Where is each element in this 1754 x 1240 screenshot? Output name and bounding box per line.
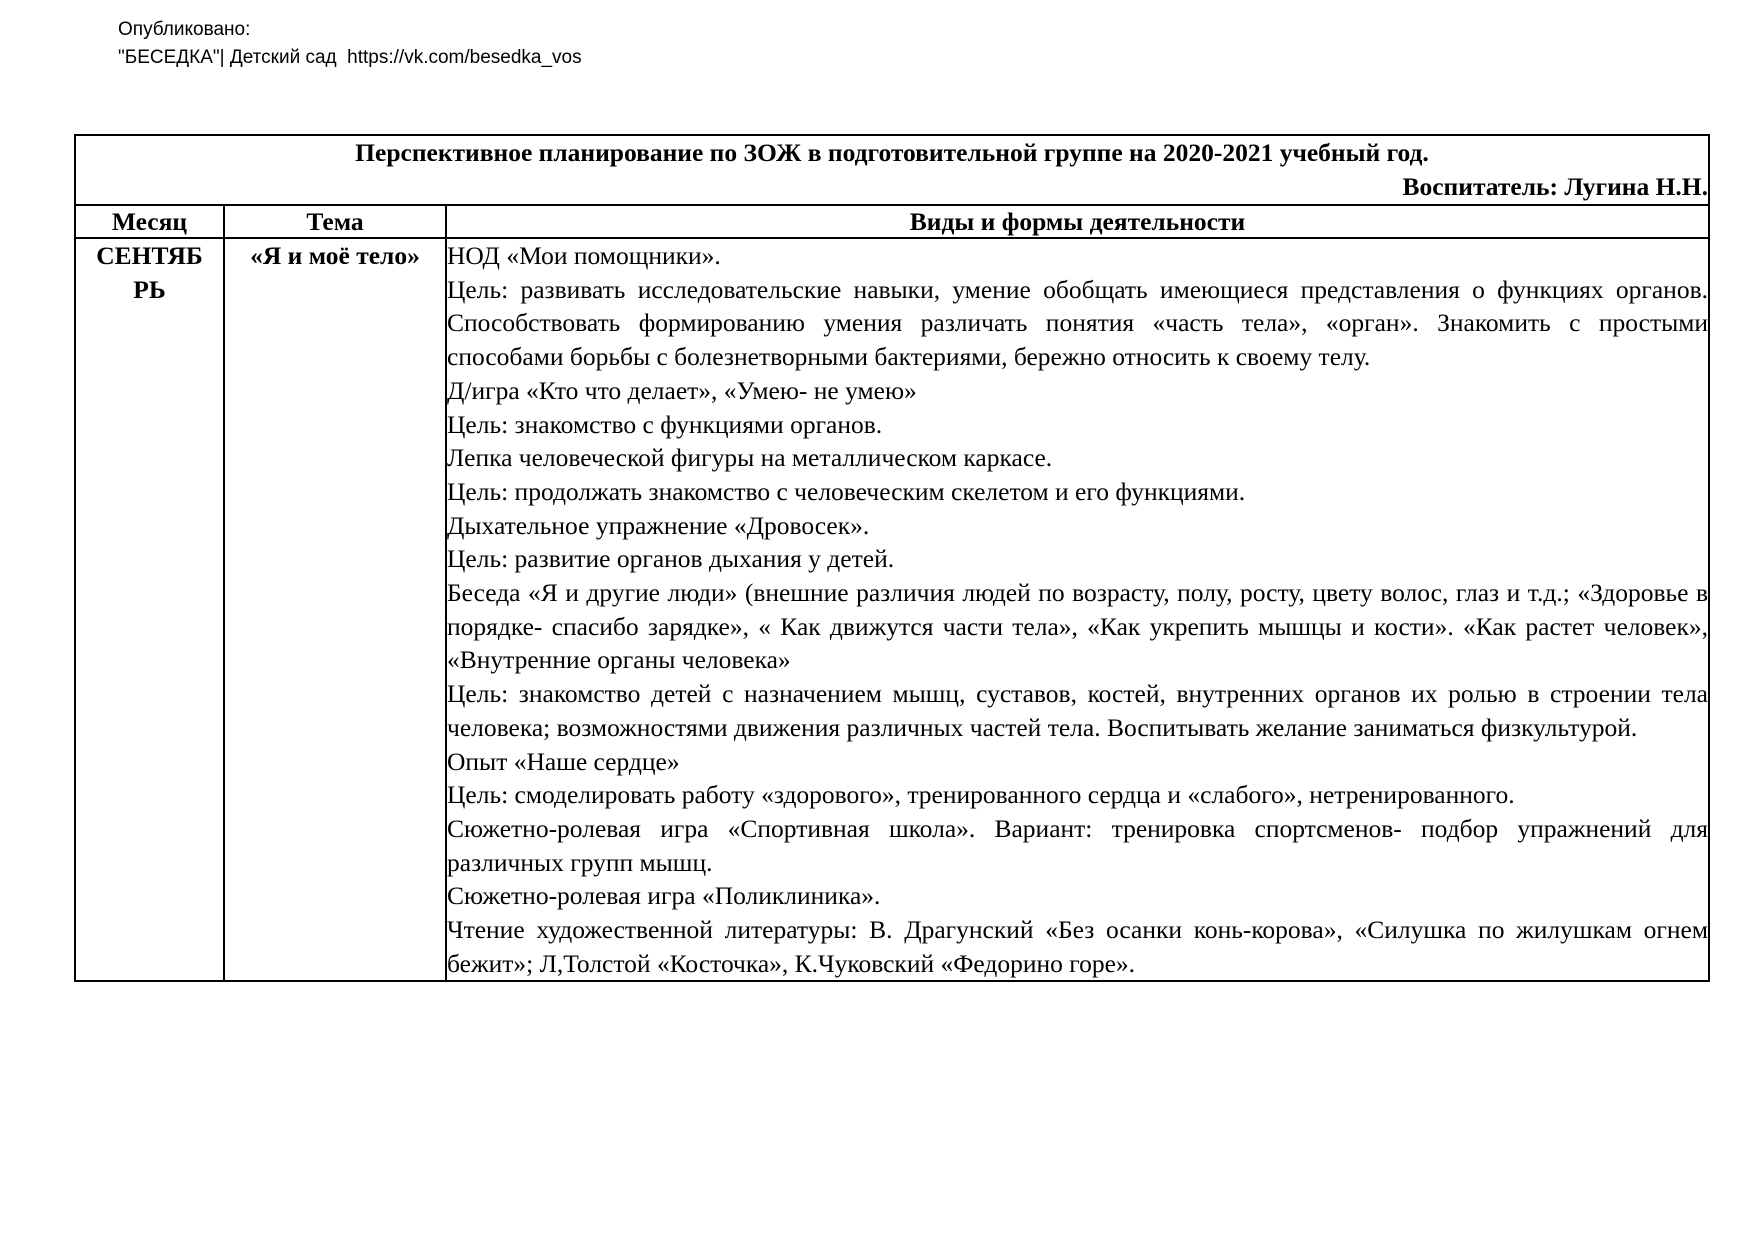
activity-line: Цель: развивать исследовательские навыки, умение обобщать имеющиеся представления о функциях органов. Способствовать формированию умения различать понятия «часть тела», «орган». Знакомить с простыми способами борьбы с болезнетворными бактериями, бережно относить к своему телу. — [447, 274, 1708, 372]
activity-line: Цель: продолжать знакомство с человеческим скелетом и его функциями. — [447, 476, 1246, 506]
month-line: РЬ — [133, 275, 166, 304]
topic-cell: «Я и моё тело» — [224, 238, 446, 981]
activities-cell — [446, 238, 1709, 981]
teacher-name: Воспитатель: Лугина Н.Н. — [1402, 172, 1708, 201]
plan-title: Перспективное планирование по ЗОЖ в подготовительной группе на 2020-2021 учебный год. — [355, 138, 1429, 167]
activity-line: Дыхательное упражнение «Дровосек». — [447, 510, 870, 540]
table-row — [75, 238, 1709, 981]
month-cell — [75, 238, 224, 981]
month-line: СЕНТЯБ — [96, 241, 203, 270]
planning-table — [74, 134, 1710, 982]
title-row — [75, 135, 1709, 205]
column-header-activities: Виды и формы деятельности — [446, 205, 1709, 238]
activity-line: Цель: развитие органов дыхания у детей. — [447, 544, 895, 574]
activity-line: Цель: знакомство детей с назначением мышц, суставов, костей, внутренних органов их ролью в строении тела человека; возможностями движения различных частей тела. Воспитывать желание заниматься физкультурой. — [447, 679, 1708, 742]
activity-line: Д/игра «Кто что делает», «Умею- не умею» — [447, 375, 917, 405]
column-header-row — [75, 205, 1709, 238]
title-cell — [75, 135, 1709, 205]
activity-line: Беседа «Я и другие люди» (внешние различия людей по возрасту, полу, росту, цвету волос, глаз и т.д.; «Здоровье в порядке- спасибо зарядке», « Как движутся части тела», «Как укрепить мышцы и кости». «Как растет человек», «Внутренние органы человека» — [447, 578, 1708, 675]
activity-line: НОД «Мои помощники». — [447, 241, 721, 270]
column-header-topic: Тема — [224, 205, 446, 238]
activity-line: Цель: знакомство с функциями органов. — [447, 409, 883, 439]
activity-line: Лепка человеческой фигуры на металлическом каркасе. — [447, 443, 1053, 473]
activity-line: Чтение художественной литературы: В. Драгунский «Без осанки конь-корова», «Силушка по жилушкам огнем бежит»; Л,Толстой «Косточка», К.Чуковский «Федорино горе». — [447, 915, 1708, 978]
published-label: Опубликовано: — [118, 19, 251, 40]
publication-note — [118, 16, 582, 72]
published-source: "БЕСЕДКА"| Детский сад https://vk.com/besedka_vos — [118, 47, 582, 68]
activity-line: Опыт «Наше сердце» — [447, 746, 680, 776]
activity-line: Сюжетно-ролевая игра «Поликлиника». — [447, 881, 881, 911]
activity-line: Сюжетно-ролевая игра «Спортивная школа». Вариант: тренировка спортсменов- подбор упражнений для различных групп мышц. — [447, 813, 1708, 877]
column-header-month: Месяц — [75, 205, 224, 238]
activity-line: Цель: смоделировать работу «здорового», тренированного сердца и «слабого», нетренированного. — [447, 780, 1515, 810]
